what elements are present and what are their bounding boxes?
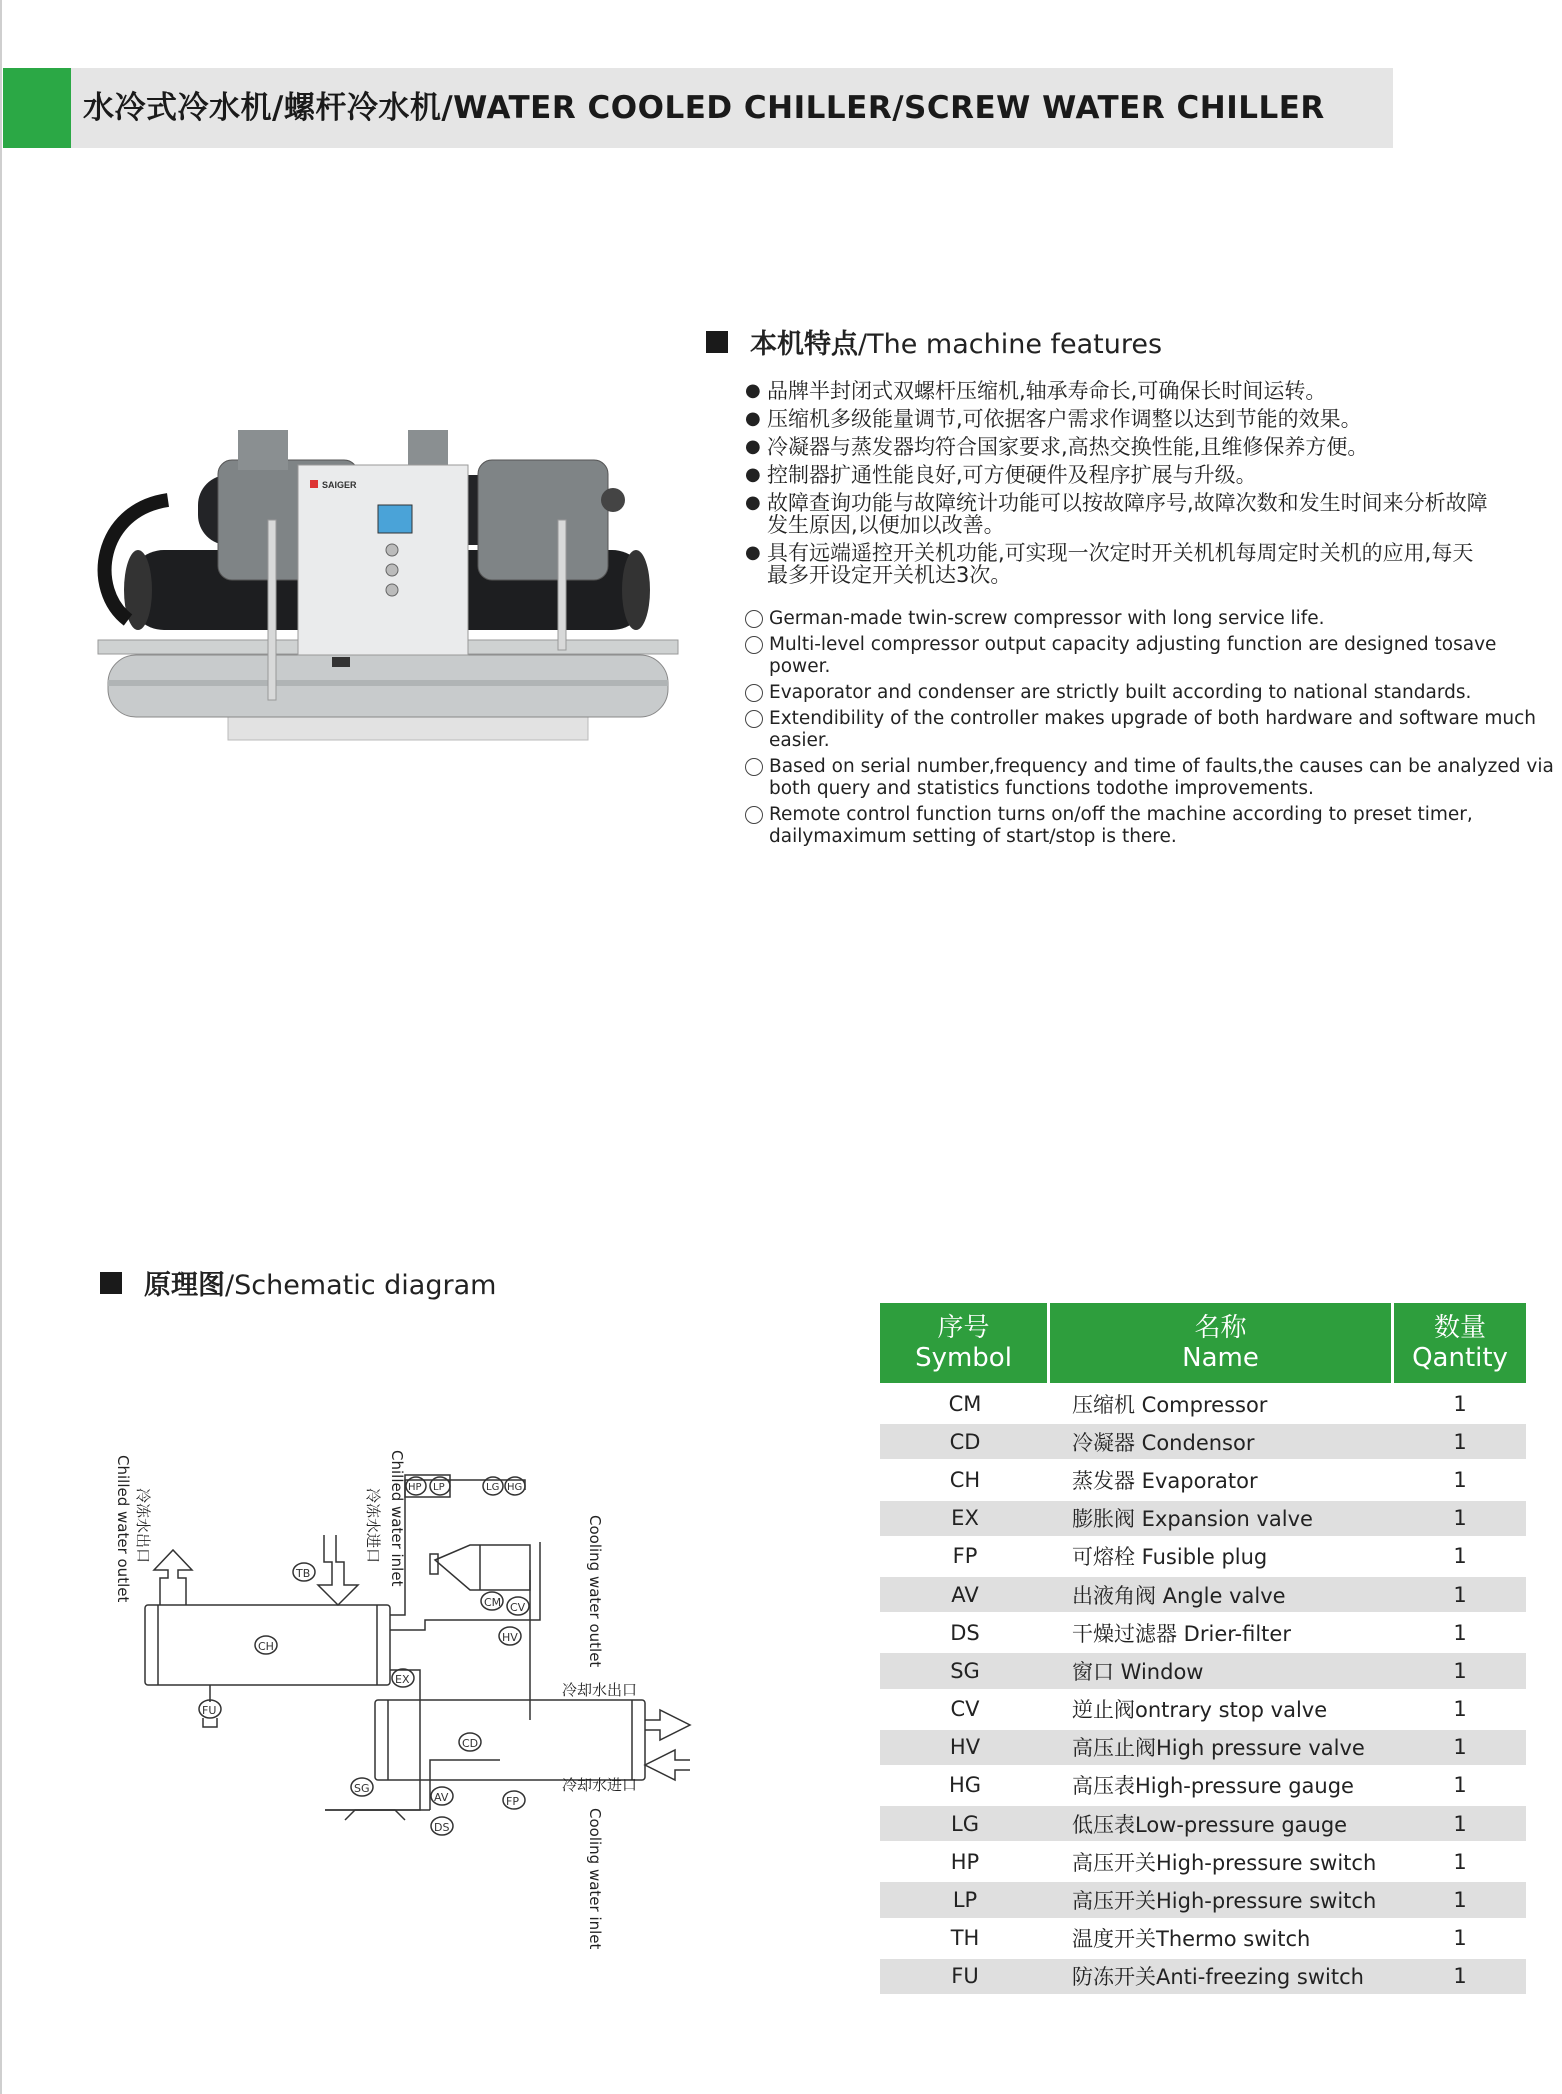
schematic-heading-en: /Schematic diagram: [225, 1270, 497, 1301]
filled-circle-icon: ●: [745, 436, 761, 457]
table-row: HP 高压开关High-pressure switch 1: [950, 1849, 1467, 1875]
schematic-heading: [100, 1263, 496, 1302]
chilled-inlet-arrow: [318, 1535, 358, 1605]
list-item: ● 故障查询功能与故障统计功能可以按故障序号,故障次数和发生时间来分析故障发生原因,以便加以改善。: [745, 491, 1488, 537]
header-quantity: 数量 Qantity: [1394, 1303, 1526, 1383]
list-item: ● 冷凝器与蒸发器均符合国家要求,高热交换性能,且维修保养方便。: [745, 435, 1369, 459]
list-item: Evaporator and condenser are strictly built according to national standards.: [745, 682, 1555, 704]
tag-tb: TB: [296, 1567, 311, 1580]
list-item: Extendibility of the controller makes upgrade of both hardware and software much easier.: [745, 708, 1555, 752]
list-item: ● 控制器扩通性能良好,可方便硬件及程序扩展与升级。: [745, 463, 1257, 487]
cooling-inlet-arrow: [645, 1750, 690, 1780]
table-header: [880, 1303, 1526, 1383]
list-item: Based on serial number,frequency and time of faults,the causes can be analyzed via both query and statistics functions todothe improvements.: [745, 756, 1555, 800]
compressor-symbol: [435, 1545, 530, 1590]
component-table: [880, 1303, 1526, 1994]
table-row: DS 干燥过滤器 Drier-filter 1: [950, 1620, 1467, 1646]
tag-fp: FP: [506, 1795, 519, 1808]
features-en-list: [745, 608, 1555, 852]
chilled-outlet-label-cn: 冷冻水出口: [134, 1488, 152, 1564]
table-row: FP 可熔栓 Fusible plug 1: [952, 1544, 1467, 1570]
header-bar: [3, 68, 1393, 148]
list-item: Remote control function turns on/off the machine according to preset timer, dailymaximum setting of start/stop is there.: [745, 804, 1555, 848]
tag-sg: SG: [354, 1782, 370, 1795]
cooling-outlet-label-cn: 冷却水出口: [562, 1681, 638, 1699]
header-name: 名称 Name: [1050, 1303, 1391, 1383]
open-circle-icon: [745, 710, 763, 728]
features-heading-en: /The machine features: [858, 329, 1163, 360]
tag-ex: EX: [395, 1673, 410, 1686]
open-circle-icon: [745, 758, 763, 776]
filled-circle-icon: ●: [745, 380, 761, 401]
chilled-outlet-label-en: Chilled water outlet: [114, 1455, 132, 1603]
table-row: HG 高压表High-pressure gauge 1: [948, 1773, 1467, 1799]
tag-hg: HG: [507, 1482, 523, 1493]
table-row: LP 高压开关High-pressure switch 1: [880, 1882, 1526, 1917]
table-row: LG 低压表Low-pressure gauge 1: [880, 1806, 1526, 1841]
tag-lp: LP: [433, 1482, 445, 1493]
tag-ch: CH: [258, 1640, 274, 1653]
schematic-heading-cn: 原理图: [144, 1270, 225, 1301]
machine-brand: SAIGER: [322, 480, 357, 490]
tag-fu: FU: [202, 1704, 217, 1717]
table-row: CD 冷凝器 Condensor 1: [880, 1424, 1526, 1459]
list-item: German-made twin-screw compressor with long service life.: [745, 608, 1555, 630]
chilled-inlet-label-cn: 冷冻水进口: [364, 1488, 382, 1564]
open-circle-icon: [745, 806, 763, 824]
schematic-diagram: [100, 1430, 860, 1970]
machine-photo: [88, 420, 688, 750]
tag-hp: HP: [408, 1482, 422, 1493]
page-title: 水冷式冷水机/螺杆冷水机/WATER COOLED CHILLER/SCREW WATER CHILLER: [83, 90, 1325, 126]
page-left-rule: [0, 0, 2, 2094]
features-heading: [706, 322, 1162, 361]
condenser-vessel: [375, 1700, 645, 1780]
tag-ds: DS: [434, 1821, 450, 1834]
cooling-inlet-label-en: Cooling water inlet: [586, 1808, 604, 1950]
table-row: CM 压缩机 Compressor 1: [948, 1391, 1467, 1417]
table-row: FU 防冻开关Anti-freezing switch 1: [880, 1959, 1526, 1994]
open-circle-icon: [745, 610, 763, 628]
tag-av: AV: [434, 1791, 449, 1804]
tag-cd: CD: [462, 1737, 479, 1750]
cooling-outlet-arrow: [645, 1710, 690, 1740]
header-symbol: 序号 Symbol: [880, 1303, 1047, 1383]
table-row: SG 窗口 Window 1: [880, 1653, 1526, 1688]
square-bullet-icon: [100, 1272, 122, 1294]
table-row: EX 膨胀阀 Expansion valve 1: [880, 1501, 1526, 1536]
chilled-outlet-arrow: [154, 1550, 192, 1605]
table-row: HV 高压止阀High pressure valve 1: [880, 1730, 1526, 1765]
filled-circle-icon: ●: [745, 408, 761, 429]
table-row: CV 逆止阀ontrary stop valve 1: [950, 1697, 1467, 1723]
table-row: AV 出液角阀 Angle valve 1: [880, 1577, 1526, 1612]
table-row: CH 蒸发器 Evaporator 1: [949, 1467, 1467, 1493]
open-circle-icon: [745, 636, 763, 654]
tag-hv: HV: [502, 1631, 518, 1644]
tag-lg: LG: [486, 1482, 500, 1493]
tag-cv: CV: [510, 1601, 526, 1614]
cooling-outlet-label-en: Cooling water outlet: [586, 1515, 604, 1668]
square-bullet-icon: [706, 331, 728, 353]
list-item: ● 压缩机多级能量调节,可依据客户需求作调整以达到节能的效果。: [745, 407, 1362, 431]
table-row: TH 温度开关Thermo switch 1: [950, 1926, 1467, 1952]
filled-circle-icon: ●: [745, 492, 761, 513]
list-item: Multi-level compressor output capacity adjusting function are designed tosave power.: [745, 634, 1555, 678]
filled-circle-icon: ●: [745, 464, 761, 485]
filled-circle-icon: ●: [745, 542, 761, 563]
chilled-inlet-label-en: Chilled water inlet: [388, 1450, 406, 1587]
list-item: ● 具有远端遥控开关机功能,可实现一次定时开关机机每周定时关机的应用,每天最多开设定开关机达3次。: [745, 541, 1474, 587]
tag-cm: CM: [484, 1596, 502, 1609]
cooling-inlet-label-cn: 冷却水进口: [562, 1776, 638, 1794]
features-heading-cn: 本机特点: [750, 329, 858, 360]
features-cn-list: [745, 380, 1535, 592]
open-circle-icon: [745, 684, 763, 702]
header-accent: [3, 68, 71, 148]
list-item: ● 品牌半封闭式双螺杆压缩机,轴承寿命长,可确保长时间运转。: [745, 379, 1327, 403]
